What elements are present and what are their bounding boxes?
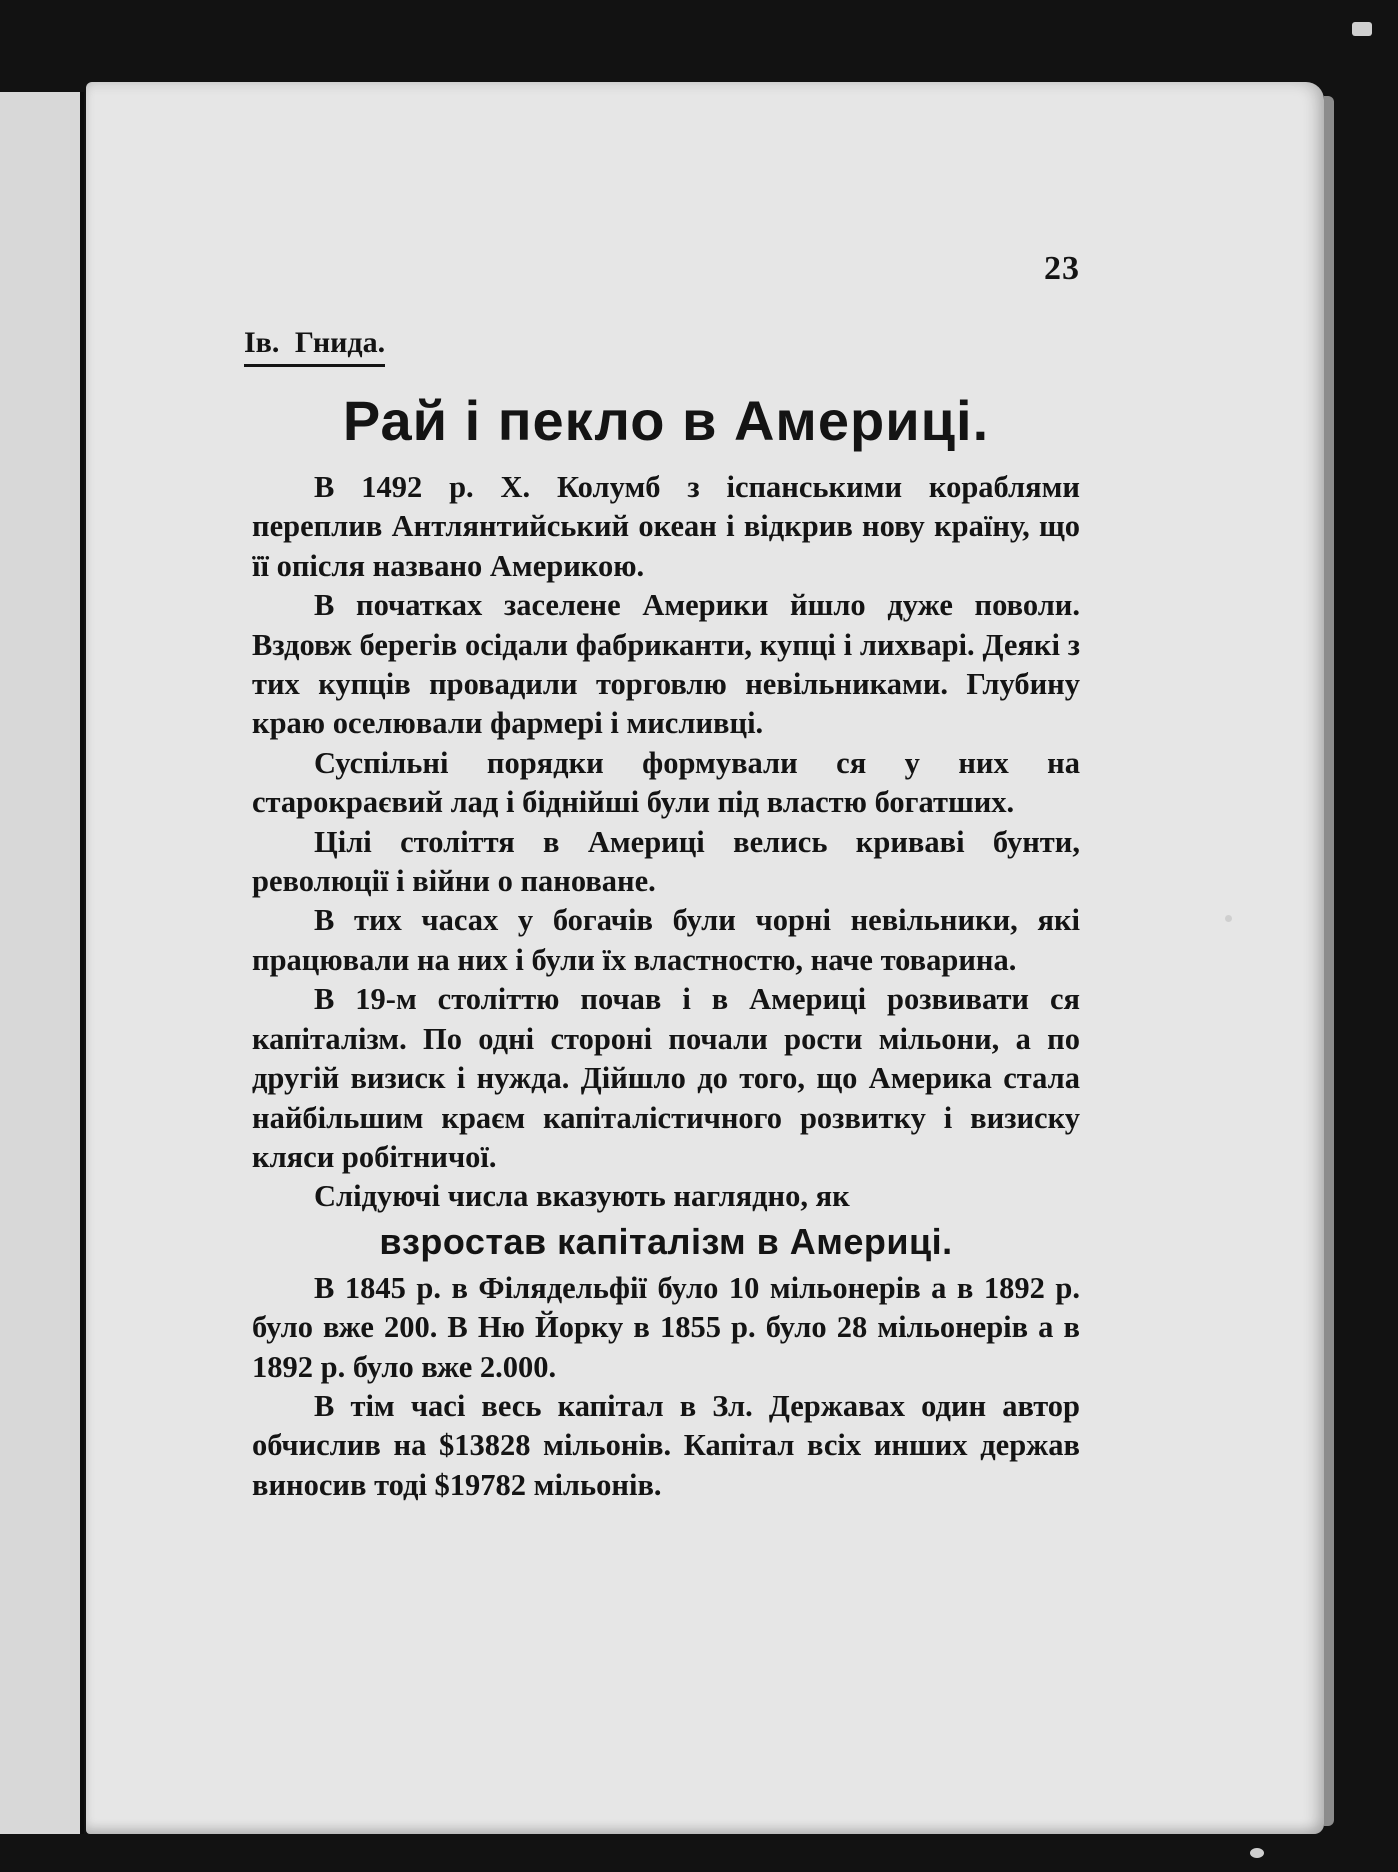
page-stack-edge (1324, 96, 1334, 1826)
paragraph: В початках заселене Америки йшло дуже поволи. Вздовж берегів осідали фабриканти, купці і лихварі. Деякі з тих купців провадили торговлю невільниками. Глубину краю оселювали фармері і мисливці. (252, 588, 1080, 741)
page-number: 23 (1044, 250, 1080, 287)
corner-mark (1352, 22, 1372, 36)
paragraph: В тих часах у богачів були чорні невільники, які працювали на них і були їх властностю, наче товарина. (252, 903, 1080, 977)
paragraph: Цілі століття в Америці велись криваві бунти, революції і війни о пановане. (252, 824, 1080, 899)
author-name: Ів. Гнида. (244, 326, 385, 367)
paragraph: В 1845 р. в Філядельфії було 10 мільонерів а в 1892 р. було вже 200. В Ню Йорку в 1855 р. було 28 мільонерів а в 1892 р. було вже 2.000. (252, 1270, 1080, 1384)
paragraph: В тім часі весь капітал в Зл. Державах один автор обчислив на $13828 мільонів. Капітал всіх инших держав виносив тоді $19782 мільонів. (252, 1388, 1080, 1502)
article-title: Рай і пекло в Америці. (342, 389, 990, 452)
corner-mark (1250, 1848, 1264, 1858)
paragraph: Суспільні порядки формували ся у них на старокраєвий лад і біднійші були під властю богатших. (252, 745, 1080, 820)
article-body (252, 468, 1080, 1505)
section-subtitle: взростав капіталізм в Америці. (379, 1220, 953, 1262)
paper-speck (1225, 915, 1232, 922)
paragraph: Слідуючі числа вказують наглядно, як (314, 1179, 850, 1214)
paragraph: В 19-м століттю почав і в Америці розвивати ся капіталізм. По одні стороні почали рости мільони, а по другій визиск і нужда. Дійшло до того, що Америка стала найбільшим краєм капіталістичного розвитку і визиску кляси робітничої. (252, 982, 1080, 1174)
previous-page-edge (0, 92, 84, 1834)
paragraph: В 1492 р. Х. Колумб з іспанськими кораблями переплив Антлянтийський океан і відкрив нову країну, що її опісля названо Америкою. (252, 470, 1080, 583)
